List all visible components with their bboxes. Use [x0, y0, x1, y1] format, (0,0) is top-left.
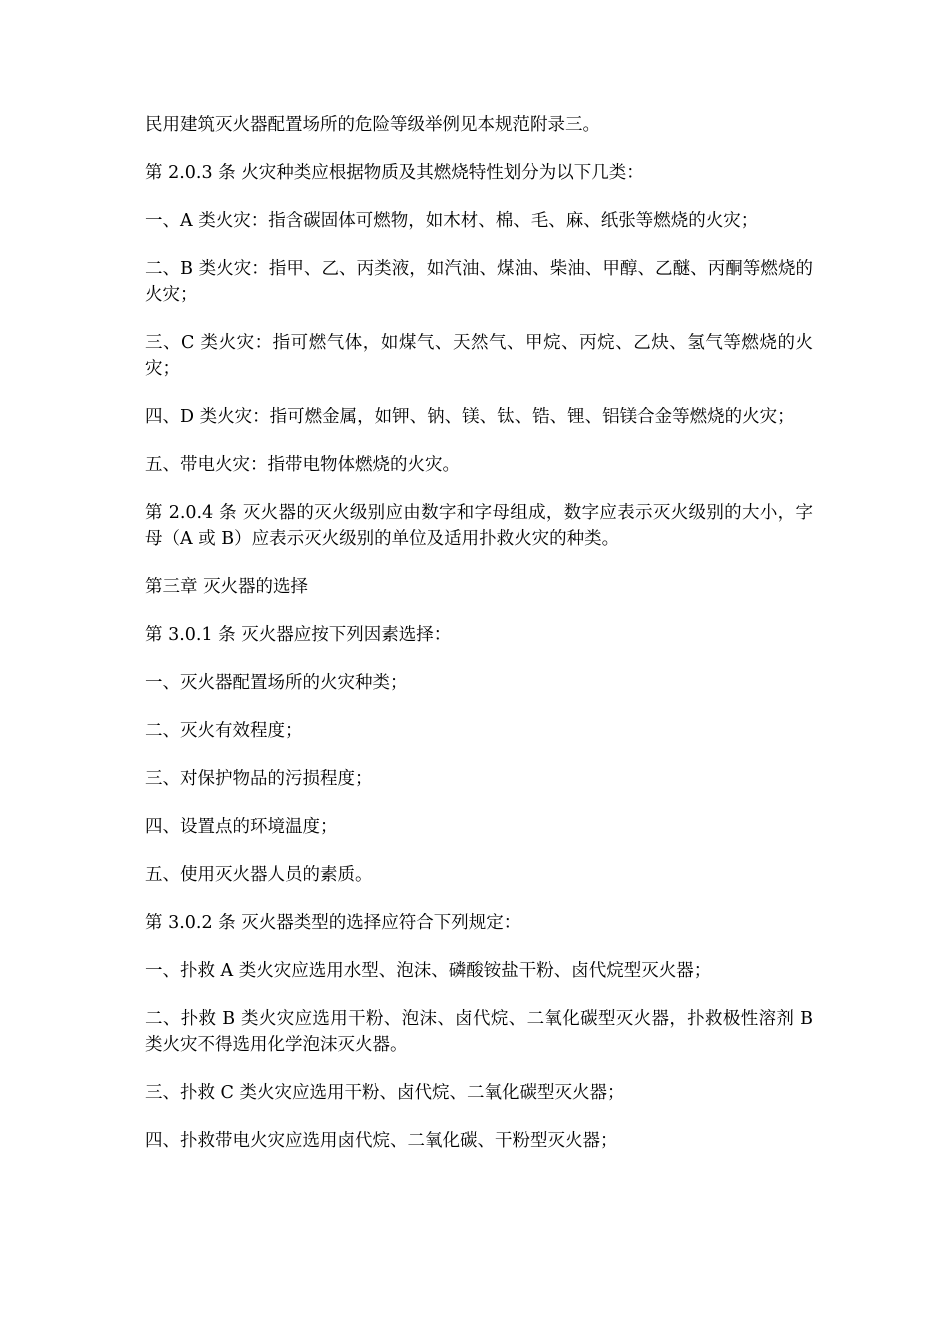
- list-item-damage-degree: 三、对保护物品的污损程度；: [145, 769, 373, 789]
- list-item-class-a-extinguisher: 一、扑救 A 类火灾应选用水型、泡沫、磷酸铵盐干粉、卤代烷型灭火器；: [145, 961, 712, 981]
- list-item-class-b-extinguisher: 二、扑救 B 类火灾应选用干粉、泡沫、卤代烷、二氧化碳型灭火器，扑救极性溶剂 B 类火灾不得选用化学泡沫灭火器。: [145, 1009, 813, 1055]
- paragraph-class-c-fire: 三、C 类火灾：指可燃气体，如煤气、天然气、甲烷、丙烷、乙炔、氢气等燃烧的火灾；: [145, 333, 813, 379]
- list-item-fire-type: 一、灭火器配置场所的火灾种类；: [145, 673, 408, 693]
- paragraph-electrical-fire: 五、带电火灾：指带电物体燃烧的火灾。: [145, 455, 460, 475]
- chapter-heading: 第三章 灭火器的选择: [145, 577, 309, 597]
- document-body: [145, 112, 813, 1176]
- paragraph-article-3-0-1: 第 3.0.1 条 灭火器应按下列因素选择：: [145, 625, 452, 645]
- list-item-effectiveness: 二、灭火有效程度；: [145, 721, 303, 741]
- paragraph-hazard-level-reference: 民用建筑灭火器配置场所的危险等级举例见本规范附录三。: [145, 115, 600, 135]
- list-item-ambient-temperature: 四、设置点的环境温度；: [145, 817, 338, 837]
- paragraph-class-b-fire: 二、B 类火灾：指甲、乙、丙类液，如汽油、煤油、柴油、甲醇、乙醚、丙酮等燃烧的火灾；: [145, 259, 813, 305]
- paragraph-article-3-0-2: 第 3.0.2 条 灭火器类型的选择应符合下列规定：: [145, 913, 522, 933]
- paragraph-class-a-fire: 一、A 类火灾：指含碳固体可燃物，如木材、棉、毛、麻、纸张等燃烧的火灾；: [145, 211, 759, 231]
- paragraph-article-2-0-3: 第 2.0.3 条 火灾种类应根据物质及其燃烧特性划分为以下几类：: [145, 163, 644, 183]
- list-item-electrical-extinguisher: 四、扑救带电火灾应选用卤代烷、二氧化碳、干粉型灭火器；: [145, 1131, 618, 1151]
- paragraph-class-d-fire: 四、D 类火灾：指可燃金属，如钾、钠、镁、钛、锆、锂、铝镁合金等燃烧的火灾；: [145, 407, 795, 427]
- paragraph-article-2-0-4: 第 2.0.4 条 灭火器的灭火级别应由数字和字母组成，数字应表示灭火级别的大小，字母（A 或 B）应表示灭火级别的单位及适用扑救火灾的种类。: [145, 503, 813, 549]
- list-item-personnel-quality: 五、使用灭火器人员的素质。: [145, 865, 373, 885]
- list-item-class-c-extinguisher: 三、扑救 C 类火灾应选用干粉、卤代烷、二氧化碳型灭火器；: [145, 1083, 625, 1103]
